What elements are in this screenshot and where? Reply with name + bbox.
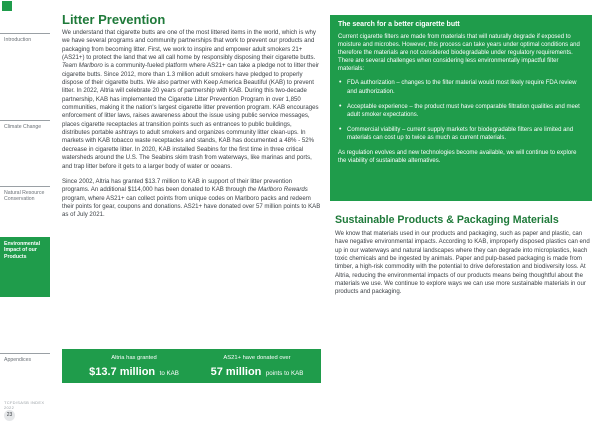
sustainable-materials-body: We know that materials used in our products and packaging, such as paper and plastic, can have negative environmental impacts. According to KAB, improperly disposed plastics can end up in our waterways and natural landscapes where they can degrade into microplastics, leach toxic chemicals and be ingested by animals. Paper and pulp-based packaging is made from timber, a high-risk commodity with the potential to drive deforestation and biodiversity loss. At Altria, reducing the environmental impacts of our products means being thoughtful about the materials we use. We continue to explore ways we can use more sustainable materials in our products and packaging.: [335, 230, 590, 296]
sidebar-item-appendices[interactable]: [0, 353, 50, 363]
sidebar-item-label: Climate Change: [4, 124, 42, 130]
page-number: 23: [4, 410, 15, 421]
list-item: • FDA authorization – changes to the filter material would most likely require FDA review and authorization.: [338, 79, 584, 95]
callout-title: The search for a better cigarette butt: [338, 21, 460, 28]
list-item: • Acceptable experience – the product must have comparable filtration qualities and meet adult smoker expectations.: [338, 103, 584, 119]
paragraph-kab-grants: Since 2002, Altria has granted $13.7 million to KAB in support of their litter prevention programs. An additional $114,000 has been donated to KAB through the Marlboro Rewards program, where AS21+ can collect points from unique codes on Marlboro packs and redeem their points for gear, coupons and donations. AS21+ have donated over 57 million points to KAB as of July 2021.: [62, 177, 321, 219]
sidebar-item-label: Introduction: [4, 37, 32, 43]
stat-label: Altria has granted: [111, 355, 157, 361]
better-cigarette-butt-callout: [330, 15, 592, 201]
stat-donated-points: [197, 354, 317, 380]
stat-value: 57 million: [210, 366, 262, 378]
sidebar-item-label: Appendices: [4, 357, 32, 363]
page-title: Litter Prevention: [62, 12, 166, 27]
footer-tag: TCFD/SASB INDEX 2022: [4, 400, 45, 410]
litter-prevention-body: [62, 29, 321, 227]
callout-intro: Current cigarette filters are made from materials that will naturally degrade if exposed to moisture and microbes. However, this process can take years under optimal conditions and therefore the materials are not considered biodegradable under regulatory requirements. There are several challenges when considering less environmentally impactful filter materials:: [338, 34, 580, 73]
stat-granted: [74, 354, 194, 380]
callout-bullet-list: [338, 79, 584, 142]
sidebar-nav: [0, 0, 50, 425]
stat-label: AS21+ have donated over: [223, 355, 291, 361]
sidebar-item-natural-resource-conservation[interactable]: [0, 186, 50, 203]
callout-outro: As regulation evolves and new technologies become available, we will continue to explore the viability of sustainable alternatives.: [338, 150, 577, 165]
stat-value: $13.7 million: [89, 366, 156, 378]
stats-banner: [62, 349, 321, 383]
sidebar-item-environmental-impact[interactable]: [0, 237, 50, 297]
sidebar-item-label: Environmental Impact of our Products: [4, 241, 41, 260]
paragraph-team-marlboro: We understand that cigarette butts are one of the most littered items in the world, which is why we have several programs and community partnerships that work to prevent our products and packaging from becoming litter. First, we work to inspire and empower adult smokers 21+ (AS21+) to protect the land that we all call home by responsibly disposing their cigarette butts. Team Marlboro is a community-fueled platform where AS21+ can take a pledge not to litter their cigarette butts. Since 2012, more than 1.3 million adult smokers have pledged to properly dispose of their cigarette butts. We also partner with Keep America Beautiful (KAB) to prevent litter. In 2022, Altria will celebrate 20 years of partnership with KAB. During this two-decade partnership, KAB has implemented the Cigarette Litter Prevention Program in over 1,850 communities, making it the nation's largest cigarette litter prevention program. KAB encourages enforcement of litter laws, raises awareness about the issue using public service messages, places cigarette receptacles at transition points such as entrances to public buildings, distributes portable ashtrays to adult smokers and organizes community litter clean-ups. In markets with KAB tobacco waste receptacles and stands, KAB has documented a 48% - 52% decrease in cigarette litter. In 2020, KAB installed Seabins for the first time in three critical watersheds around the U.S. The Seabins skim trash from waterways, like marinas and ports, and trap litter before it gets to a larger body of water or oceans.: [62, 29, 320, 170]
stat-suffix: to KAB: [159, 370, 179, 377]
stat-suffix: points to KAB: [265, 370, 304, 377]
sidebar-item-introduction[interactable]: [0, 33, 50, 43]
sidebar-item-label: Natural Resource Conservation: [4, 190, 45, 203]
sidebar-item-climate-change[interactable]: [0, 120, 50, 130]
section-title: Sustainable Products & Packaging Materials: [335, 214, 559, 226]
list-item: • Commercial viability – current supply markets for biodegradable filters are limited and materials can cost up to twice as much as current materials.: [338, 126, 584, 142]
altria-logo-mark-icon: [2, 1, 12, 11]
